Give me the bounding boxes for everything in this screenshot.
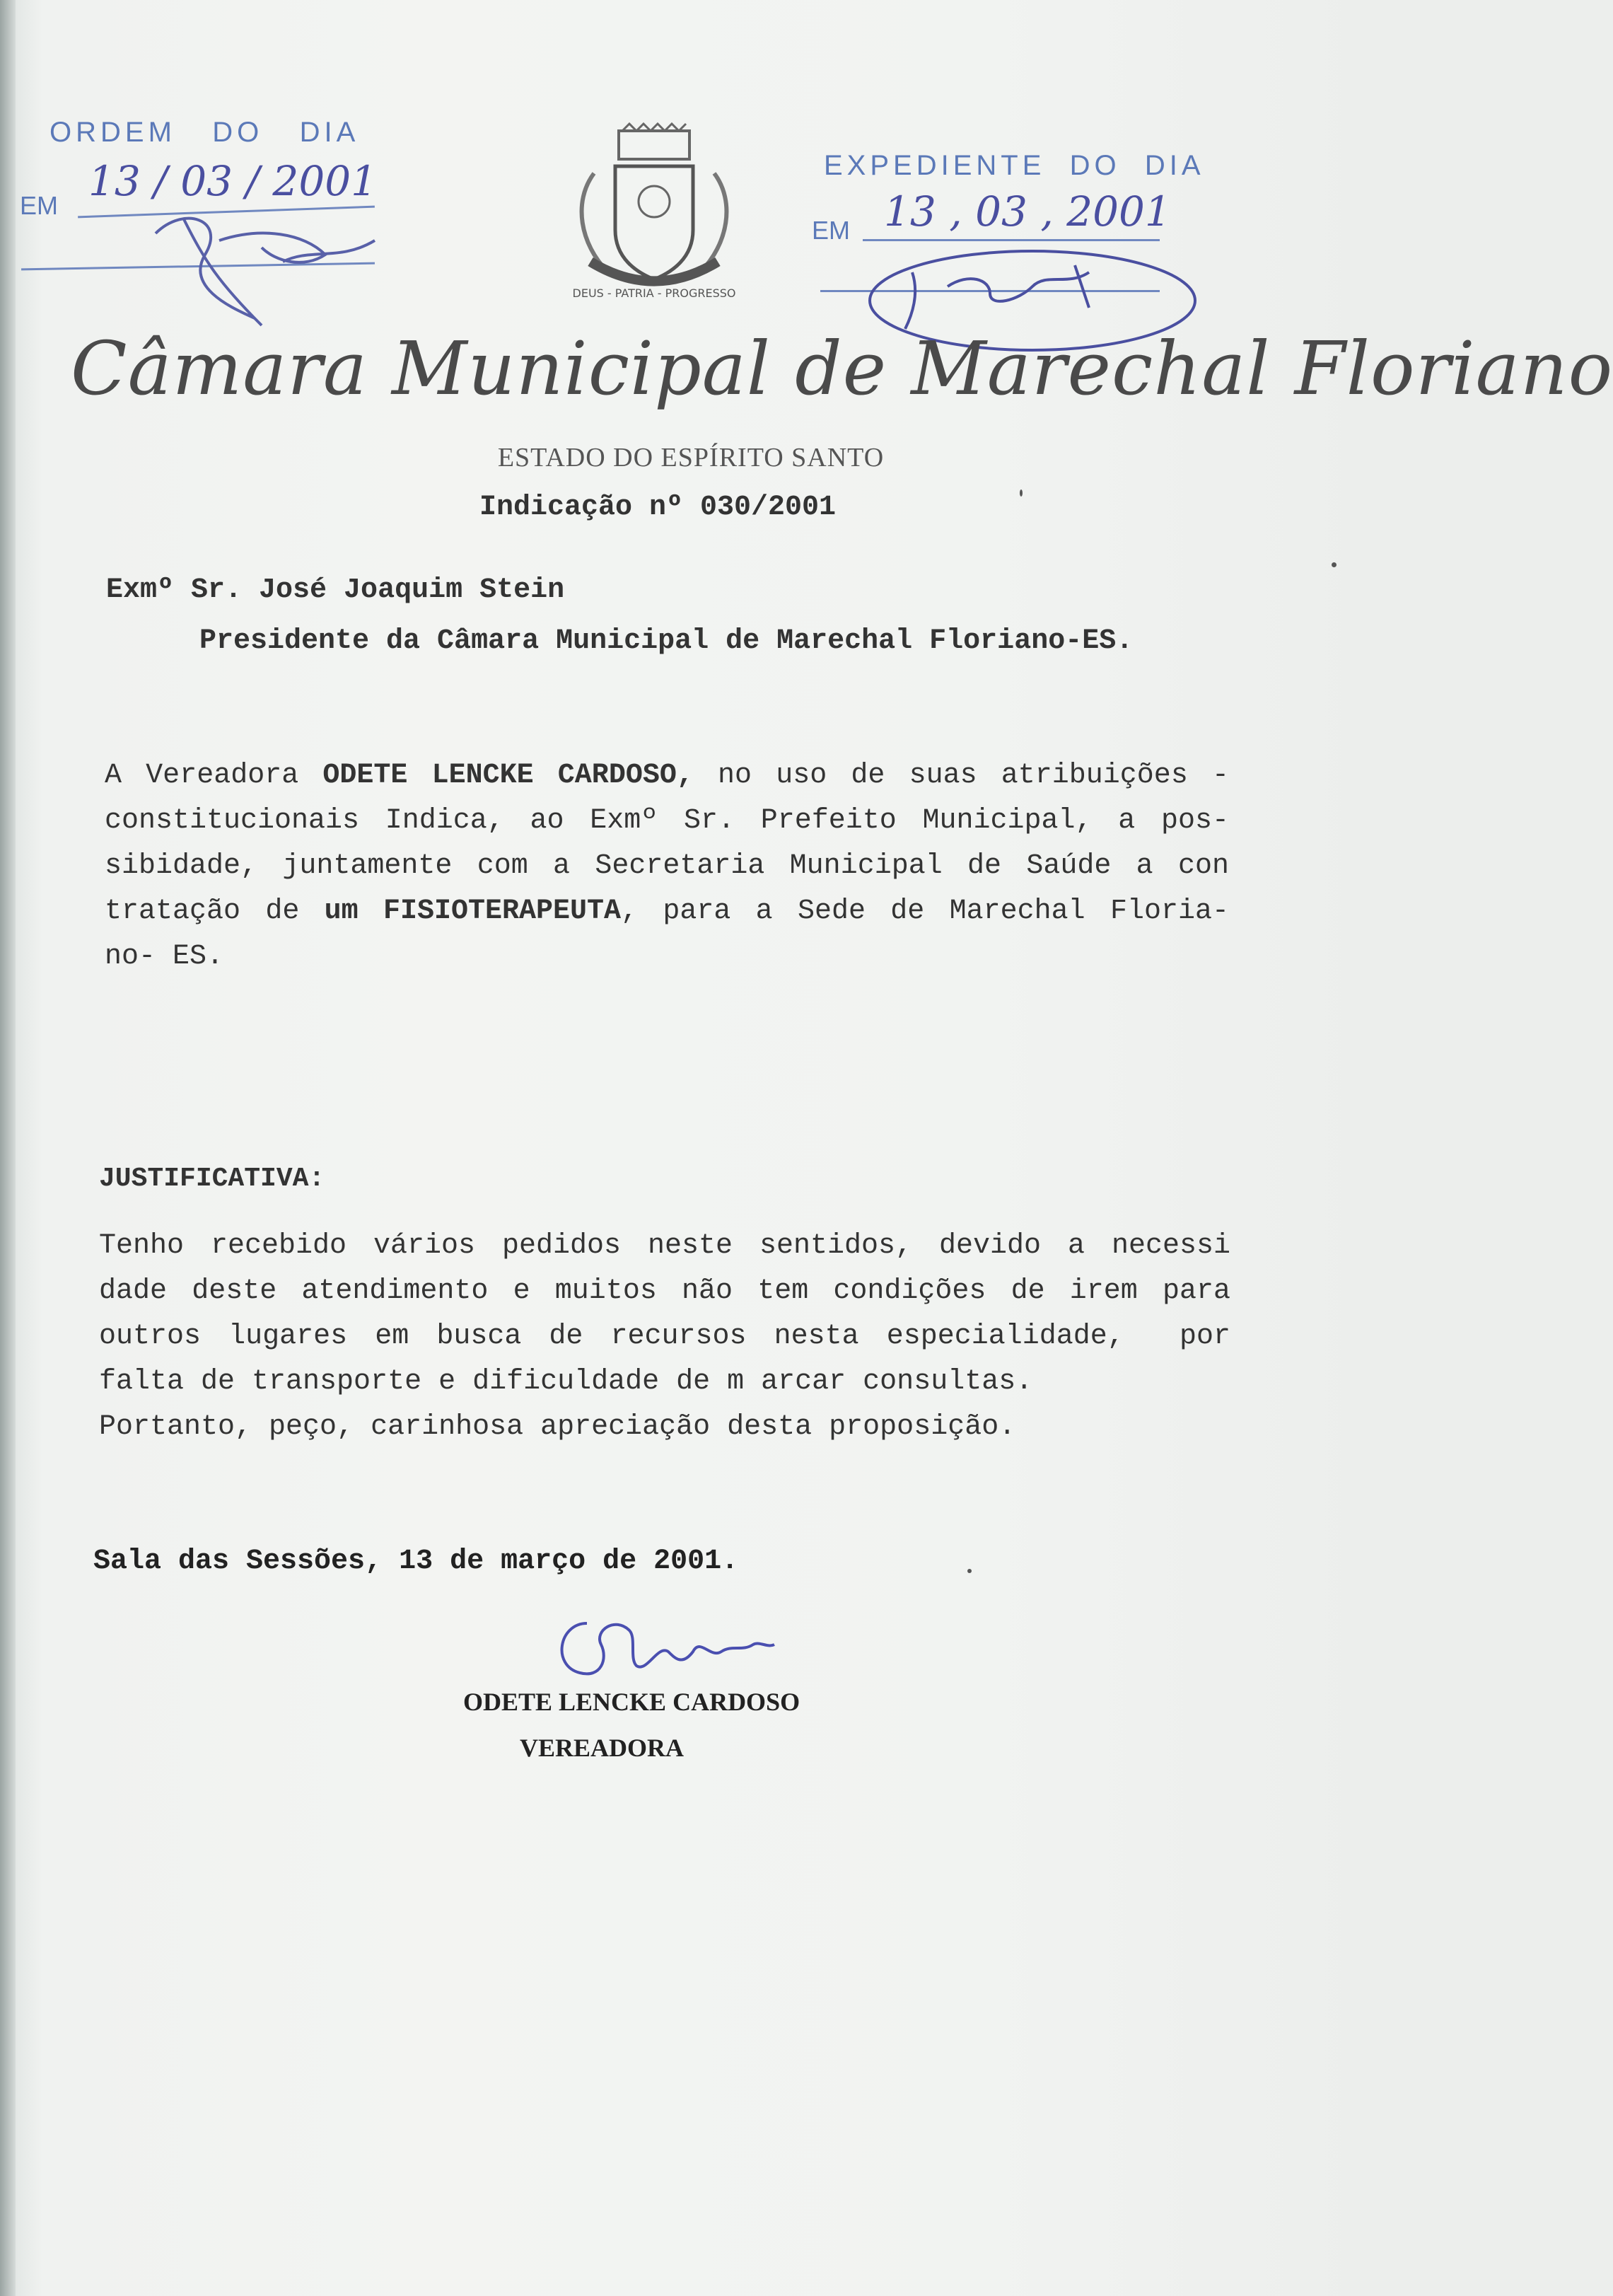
paper-speck [967, 1569, 972, 1573]
profession-highlight: um FISIOTERAPEUTA [324, 895, 622, 927]
justification-line-5: Portanto, peço, carinhosa apreciação desta proposição. [99, 1411, 1016, 1443]
stamp-expediente-em [812, 216, 850, 245]
stamp-expediente-date-value: 13 , 03 , 2001 [884, 187, 1171, 236]
stamp-expediente-date [884, 187, 1171, 236]
addressee-role: Presidente da Câmara Municipal de Marechal Floriano-ES. [199, 625, 1134, 657]
justification-heading: JUSTIFICATIVA: [99, 1164, 325, 1194]
stamp-expediente-do-dia [824, 150, 1205, 182]
stamp-ordem-date-value: 13 / 03 / 2001 [88, 157, 378, 205]
body-line-1-rest: no uso de suas atribuições - [693, 760, 1229, 792]
stamp-ordem-em [20, 191, 58, 221]
paper-speck [1332, 562, 1337, 567]
stamp-ordem-do-dia [50, 117, 359, 149]
closing-date-line: Sala das Sessões, 13 de março de 2001. [93, 1546, 739, 1577]
justification-line-3: outros lugares em busca de recursos nesta especialidade, por [99, 1321, 1230, 1352]
body-line-4-pre: tratação de [105, 895, 325, 927]
indication-paragraph [105, 753, 1229, 980]
body-line-1 [105, 753, 1229, 799]
signatory-role: VEREADORA [520, 1734, 685, 1762]
document-number: Indicação nº 030/2001 [479, 492, 837, 523]
stamp-expediente-title: EXPEDIENTE DO DIA [824, 150, 1205, 181]
body-line-4-rest: , para a Sede de Marechal Floria- [621, 895, 1229, 927]
justification-line-4: falta de transporte e dificuldade de m arcar consultas. [99, 1366, 1033, 1398]
handwritten-signature [545, 1602, 799, 1687]
body-line-4 [105, 889, 1229, 934]
stamp-expediente-em-label: EM [812, 216, 850, 245]
stamp-ordem-signature [141, 177, 396, 332]
author-name: ODETE LENCKE CARDOSO, [322, 760, 694, 792]
justification-line-1: Tenho recebido vários pedidos neste sentidos, devido a necessi [99, 1230, 1230, 1262]
municipal-coat-of-arms-icon [566, 124, 743, 315]
justification-paragraph [99, 1224, 1230, 1450]
addressee-name: Exmº Sr. José Joaquim Stein [106, 574, 565, 606]
institution-title: Câmara Municipal de Marechal Floriano [71, 325, 1613, 412]
state-subtitle: ESTADO DO ESPÍRITO SANTO [497, 443, 885, 472]
stamp-ordem-title: ORDEM DO DIA [50, 117, 360, 148]
paper-speck [1020, 489, 1023, 497]
page-edge-shadow [0, 0, 16, 2296]
body-line-2: constitucionais Indica, ao Exmº Sr. Prefeito Municipal, a pos- [105, 805, 1229, 837]
crest-motto: DEUS - PATRIA - PROGRESSO [572, 286, 736, 300]
signatory-name: ODETE LENCKE CARDOSO [463, 1688, 800, 1716]
body-line-3: sibidade, juntamente com a Secretaria Municipal de Saúde a con [105, 850, 1229, 882]
body-intro: A Vereadora [105, 760, 323, 792]
justification-line-2: dade deste atendimento e muitos não tem condições de irem para [99, 1275, 1230, 1307]
body-line-5: no- ES. [105, 941, 224, 973]
stamp-ordem-em-label: EM [20, 191, 58, 220]
